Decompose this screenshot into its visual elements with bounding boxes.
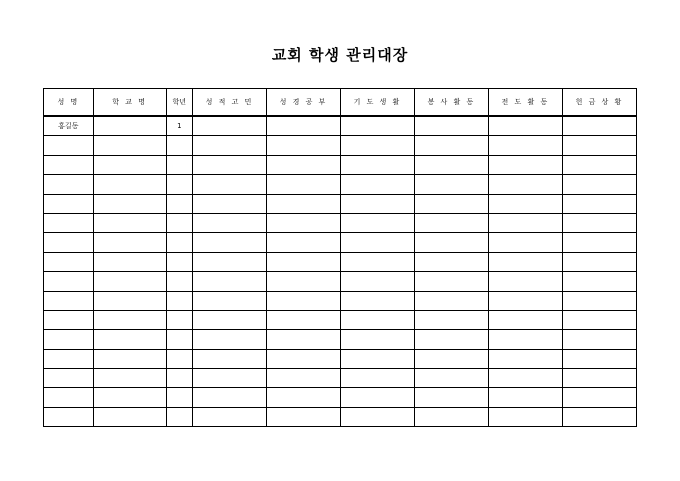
cell-grades-concern[interactable] xyxy=(192,407,266,426)
cell-evangelism[interactable] xyxy=(488,136,562,155)
cell-offering[interactable] xyxy=(562,194,636,213)
cell-grades-concern[interactable] xyxy=(192,310,266,329)
cell-grade[interactable] xyxy=(166,369,192,388)
cell-bible-study[interactable] xyxy=(266,213,340,232)
cell-school[interactable] xyxy=(93,388,166,407)
cell-grades-concern[interactable] xyxy=(192,233,266,252)
cell-school[interactable] xyxy=(93,310,166,329)
cell-grade[interactable] xyxy=(166,233,192,252)
cell-offering[interactable] xyxy=(562,116,636,136)
cell-evangelism[interactable] xyxy=(488,310,562,329)
table-row xyxy=(44,116,637,136)
cell-grade[interactable] xyxy=(166,349,192,368)
column-header-bible-study: 성 경 공 부 xyxy=(266,89,340,117)
cell-school[interactable] xyxy=(93,116,166,136)
cell-evangelism[interactable] xyxy=(488,388,562,407)
cell-name[interactable] xyxy=(44,291,94,310)
header-row xyxy=(44,89,637,117)
column-header-offering: 헌 금 상 황 xyxy=(562,89,636,117)
cell-prayer-life[interactable] xyxy=(340,291,414,310)
cell-service[interactable] xyxy=(414,213,488,232)
cell-bible-study[interactable] xyxy=(266,407,340,426)
column-header-prayer-life: 기 도 생 활 xyxy=(340,89,414,117)
cell-school[interactable] xyxy=(93,155,166,174)
cell-evangelism[interactable] xyxy=(488,291,562,310)
cell-service[interactable] xyxy=(414,136,488,155)
cell-school[interactable] xyxy=(93,136,166,155)
cell-prayer-life[interactable] xyxy=(340,369,414,388)
cell-prayer-life[interactable] xyxy=(340,233,414,252)
table-row xyxy=(44,175,637,194)
cell-school[interactable] xyxy=(93,194,166,213)
cell-evangelism[interactable] xyxy=(488,213,562,232)
cell-prayer-life[interactable] xyxy=(340,213,414,232)
cell-grade[interactable] xyxy=(166,252,192,271)
cell-prayer-life[interactable] xyxy=(340,310,414,329)
cell-grades-concern[interactable] xyxy=(192,252,266,271)
cell-grade[interactable] xyxy=(166,213,192,232)
column-header-grades-concern: 성 적 고 민 xyxy=(192,89,266,117)
cell-school[interactable] xyxy=(93,291,166,310)
cell-prayer-life[interactable] xyxy=(340,252,414,271)
cell-grade[interactable]: 1 xyxy=(166,116,192,136)
cell-bible-study[interactable] xyxy=(266,388,340,407)
cell-name[interactable] xyxy=(44,136,94,155)
cell-name[interactable] xyxy=(44,155,94,174)
table-row xyxy=(44,213,637,232)
cell-offering[interactable] xyxy=(562,349,636,368)
cell-school[interactable] xyxy=(93,330,166,349)
cell-service[interactable] xyxy=(414,233,488,252)
cell-service[interactable] xyxy=(414,155,488,174)
cell-bible-study[interactable] xyxy=(266,233,340,252)
cell-service[interactable] xyxy=(414,116,488,136)
cell-school[interactable] xyxy=(93,407,166,426)
cell-prayer-life[interactable] xyxy=(340,175,414,194)
cell-prayer-life[interactable] xyxy=(340,388,414,407)
column-header-service: 봉 사 활 동 xyxy=(414,89,488,117)
cell-name[interactable] xyxy=(44,330,94,349)
cell-prayer-life[interactable] xyxy=(340,349,414,368)
cell-name[interactable] xyxy=(44,233,94,252)
cell-grades-concern[interactable] xyxy=(192,369,266,388)
cell-service[interactable] xyxy=(414,388,488,407)
table-row xyxy=(44,252,637,271)
cell-grade[interactable] xyxy=(166,310,192,329)
cell-bible-study[interactable] xyxy=(266,369,340,388)
table-row xyxy=(44,233,637,252)
cell-name[interactable] xyxy=(44,388,94,407)
cell-name[interactable] xyxy=(44,310,94,329)
cell-evangelism[interactable] xyxy=(488,272,562,291)
cell-bible-study[interactable] xyxy=(266,310,340,329)
cell-service[interactable] xyxy=(414,330,488,349)
cell-prayer-life[interactable] xyxy=(340,272,414,291)
table-row xyxy=(44,407,637,426)
cell-service[interactable] xyxy=(414,349,488,368)
cell-offering[interactable] xyxy=(562,272,636,291)
cell-grades-concern[interactable] xyxy=(192,291,266,310)
cell-evangelism[interactable] xyxy=(488,369,562,388)
cell-prayer-life[interactable] xyxy=(340,155,414,174)
cell-bible-study[interactable] xyxy=(266,136,340,155)
table-row xyxy=(44,272,637,291)
cell-bible-study[interactable] xyxy=(266,175,340,194)
cell-bible-study[interactable] xyxy=(266,155,340,174)
cell-school[interactable] xyxy=(93,233,166,252)
cell-grade[interactable] xyxy=(166,175,192,194)
column-header-grade: 학년 xyxy=(166,89,192,117)
cell-offering[interactable] xyxy=(562,233,636,252)
table-row xyxy=(44,291,637,310)
cell-evangelism[interactable] xyxy=(488,330,562,349)
cell-bible-study[interactable] xyxy=(266,330,340,349)
cell-name[interactable]: 홍길동 xyxy=(44,116,94,136)
table-row xyxy=(44,194,637,213)
cell-offering[interactable] xyxy=(562,175,636,194)
cell-offering[interactable] xyxy=(562,388,636,407)
cell-service[interactable] xyxy=(414,175,488,194)
cell-service[interactable] xyxy=(414,310,488,329)
page-title: 교회 학생 관리대장 xyxy=(271,46,409,64)
cell-grades-concern[interactable] xyxy=(192,175,266,194)
cell-grade[interactable] xyxy=(166,155,192,174)
cell-school[interactable] xyxy=(93,175,166,194)
cell-grade[interactable] xyxy=(166,272,192,291)
cell-prayer-life[interactable] xyxy=(340,116,414,136)
table-row xyxy=(44,349,637,368)
cell-offering[interactable] xyxy=(562,291,636,310)
cell-grade[interactable] xyxy=(166,330,192,349)
cell-name[interactable] xyxy=(44,272,94,291)
table-row xyxy=(44,388,637,407)
table-row xyxy=(44,310,637,329)
cell-bible-study[interactable] xyxy=(266,194,340,213)
cell-grades-concern[interactable] xyxy=(192,116,266,136)
cell-grades-concern[interactable] xyxy=(192,213,266,232)
cell-offering[interactable] xyxy=(562,252,636,271)
register-body xyxy=(44,116,637,427)
cell-bible-study[interactable] xyxy=(266,272,340,291)
cell-evangelism[interactable] xyxy=(488,194,562,213)
cell-service[interactable] xyxy=(414,291,488,310)
cell-offering[interactable] xyxy=(562,369,636,388)
cell-school[interactable] xyxy=(93,252,166,271)
cell-name[interactable] xyxy=(44,369,94,388)
cell-evangelism[interactable] xyxy=(488,349,562,368)
cell-evangelism[interactable] xyxy=(488,252,562,271)
cell-grades-concern[interactable] xyxy=(192,272,266,291)
cell-offering[interactable] xyxy=(562,155,636,174)
cell-service[interactable] xyxy=(414,272,488,291)
cell-grades-concern[interactable] xyxy=(192,194,266,213)
column-header-evangelism: 전 도 활 동 xyxy=(488,89,562,117)
cell-prayer-life[interactable] xyxy=(340,136,414,155)
cell-grades-concern[interactable] xyxy=(192,349,266,368)
cell-school[interactable] xyxy=(93,369,166,388)
cell-prayer-life[interactable] xyxy=(340,407,414,426)
cell-evangelism[interactable] xyxy=(488,233,562,252)
cell-name[interactable] xyxy=(44,349,94,368)
cell-offering[interactable] xyxy=(562,330,636,349)
cell-school[interactable] xyxy=(93,349,166,368)
cell-service[interactable] xyxy=(414,252,488,271)
cell-name[interactable] xyxy=(44,213,94,232)
cell-grade[interactable] xyxy=(166,291,192,310)
cell-grades-concern[interactable] xyxy=(192,330,266,349)
cell-offering[interactable] xyxy=(562,310,636,329)
column-header-name: 성 명 xyxy=(44,89,94,117)
cell-bible-study[interactable] xyxy=(266,116,340,136)
cell-offering[interactable] xyxy=(562,407,636,426)
cell-bible-study[interactable] xyxy=(266,252,340,271)
cell-service[interactable] xyxy=(414,407,488,426)
cell-school[interactable] xyxy=(93,213,166,232)
table-row xyxy=(44,136,637,155)
cell-grades-concern[interactable] xyxy=(192,388,266,407)
cell-service[interactable] xyxy=(414,194,488,213)
student-register-table xyxy=(43,88,637,427)
table-row xyxy=(44,155,637,174)
cell-name[interactable] xyxy=(44,407,94,426)
cell-grades-concern[interactable] xyxy=(192,136,266,155)
cell-grades-concern[interactable] xyxy=(192,155,266,174)
cell-evangelism[interactable] xyxy=(488,175,562,194)
cell-grade[interactable] xyxy=(166,407,192,426)
cell-evangelism[interactable] xyxy=(488,407,562,426)
cell-grade[interactable] xyxy=(166,136,192,155)
cell-name[interactable] xyxy=(44,194,94,213)
cell-bible-study[interactable] xyxy=(266,349,340,368)
cell-service[interactable] xyxy=(414,369,488,388)
cell-prayer-life[interactable] xyxy=(340,330,414,349)
cell-grade[interactable] xyxy=(166,194,192,213)
cell-offering[interactable] xyxy=(562,213,636,232)
cell-name[interactable] xyxy=(44,175,94,194)
cell-name[interactable] xyxy=(44,252,94,271)
column-header-school: 학 교 명 xyxy=(93,89,166,117)
cell-offering[interactable] xyxy=(562,136,636,155)
table-row xyxy=(44,330,637,349)
cell-bible-study[interactable] xyxy=(266,291,340,310)
cell-school[interactable] xyxy=(93,272,166,291)
cell-prayer-life[interactable] xyxy=(340,194,414,213)
cell-evangelism[interactable] xyxy=(488,155,562,174)
table-row xyxy=(44,369,637,388)
cell-grade[interactable] xyxy=(166,388,192,407)
cell-evangelism[interactable] xyxy=(488,116,562,136)
